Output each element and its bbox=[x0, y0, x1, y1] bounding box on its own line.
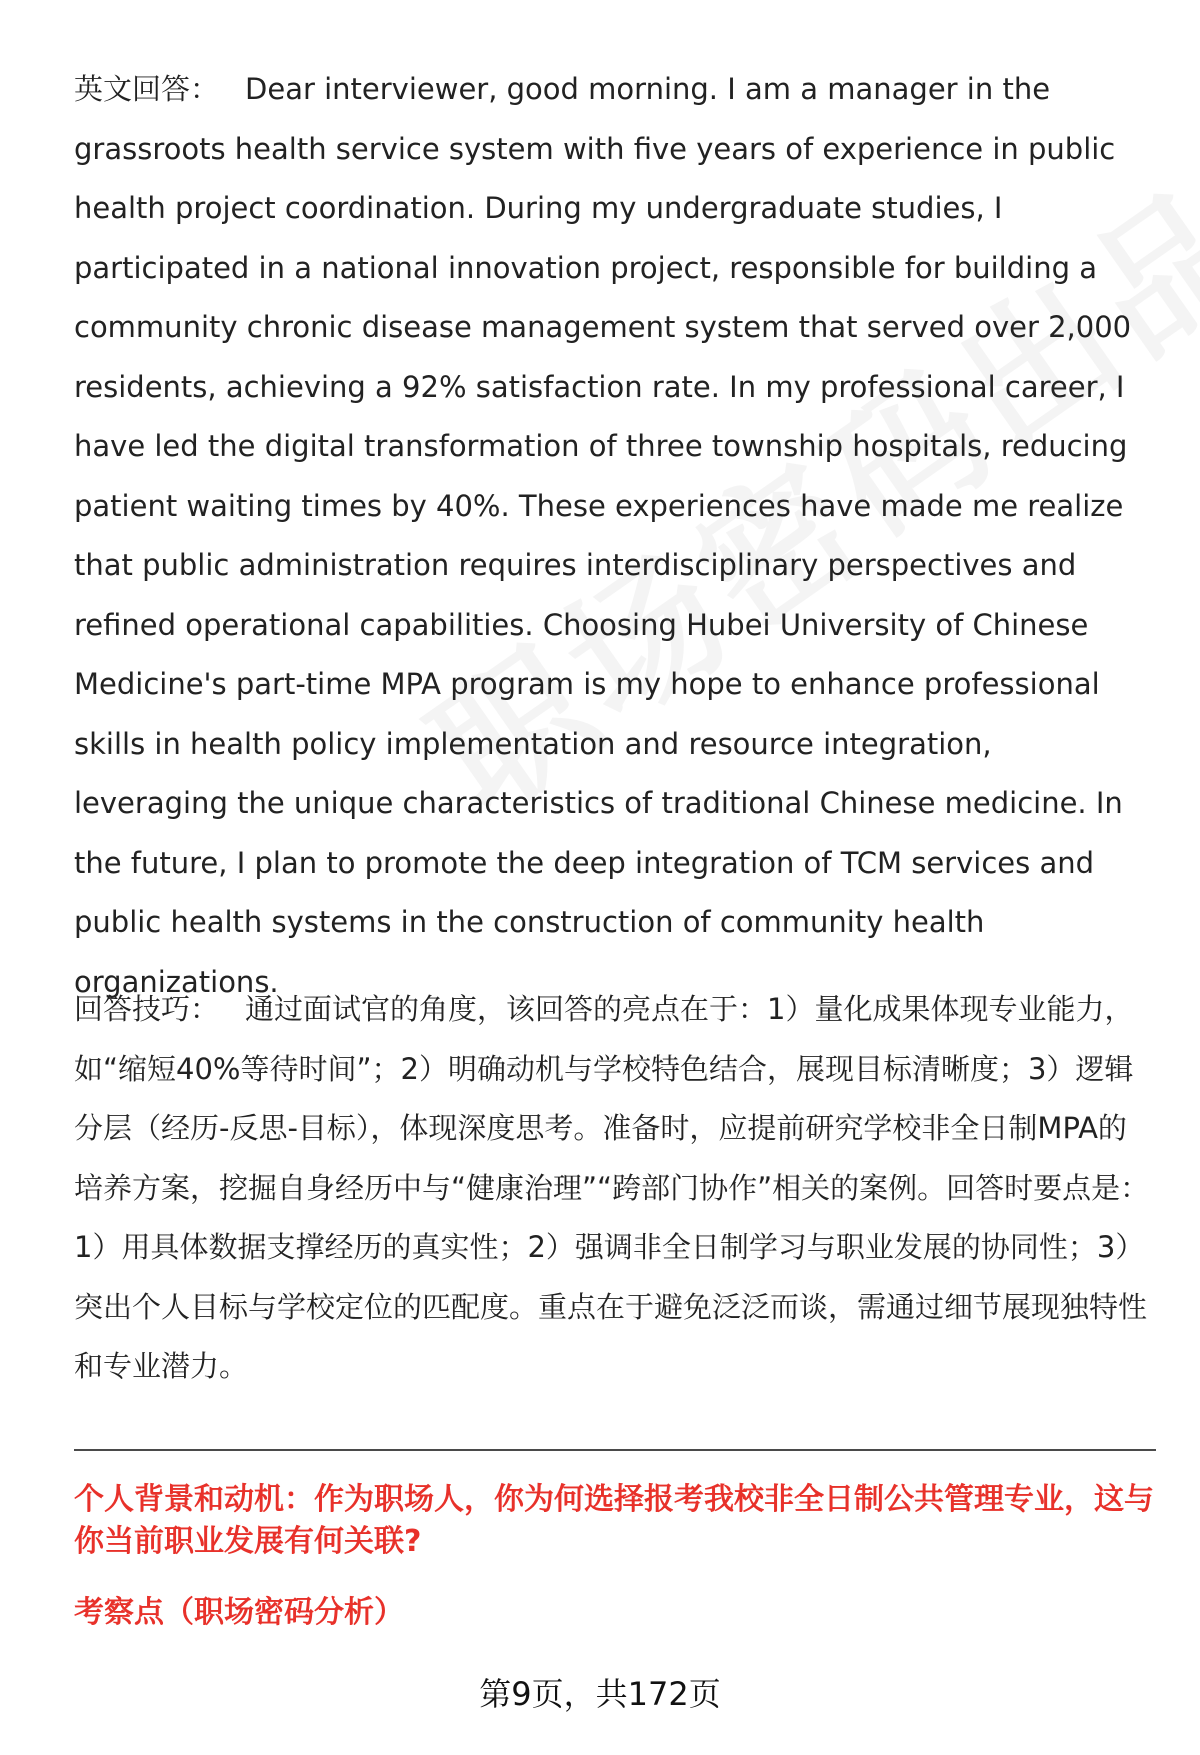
english-answer-text: Dear interviewer, good morning. I am a manager in the grassroots health service system with five years of experience in public health project coordination. During my undergraduate studies, I participated in a national innovation project, responsible for building a community chronic disease management system that served over 2,000 residents, achieving a 92% satisfaction rate. In my professional career, I have led the digital transformation of three township hospitals, reducing patient waiting times by 40%. These experiences have made me realize that public administration requires interdisciplinary perspectives and refined operational capabilities. Choosing Hubei University of Chinese Medicine's part-time MPA program is my hope to enhance professional skills in health policy implementation and resource integration, leveraging the unique characteristics of traditional Chinese medicine. In the future, I plan to promote the deep integration of TCM services and public health systems in the construction of community health organizations. bbox=[74, 72, 1132, 999]
answer-tips-label: 回答技巧： bbox=[74, 992, 220, 1026]
answer-tips-text: 通过面试官的角度，该回答的亮点在于：1）量化成果体现专业能力，如“缩短40%等待时间”；2）明确动机与学校特色结合，展现目标清晰度；3）逻辑分层（经历-反思-目标），体现深度思考。准备时，应提前研究学校非全日制MPA的培养方案，挖掘自身经历中与“健康治理”“跨部门协作”相关的案例。回答时要点是：1）用具体数据支撑经历的真实性；2）强调非全日制学习与职业发展的协同性；3）突出个人目标与学校定位的匹配度。重点在于避免泛泛而谈，需通过细节展现独特性和专业潜力。 bbox=[74, 992, 1150, 1383]
answer-tips-paragraph bbox=[74, 980, 1154, 1397]
section-divider bbox=[74, 1449, 1156, 1451]
analysis-heading: 考察点（职场密码分析） bbox=[74, 1595, 404, 1630]
english-answer-label: 英文回答： bbox=[74, 72, 220, 106]
page-number: 第9页，共172页 bbox=[479, 1675, 721, 1713]
english-answer-paragraph bbox=[74, 60, 1154, 1012]
question-heading: 个人背景和动机：作为职场人，你为何选择报考我校非全日制公共管理专业，这与你当前职业发展有何关联? bbox=[74, 1482, 1154, 1559]
